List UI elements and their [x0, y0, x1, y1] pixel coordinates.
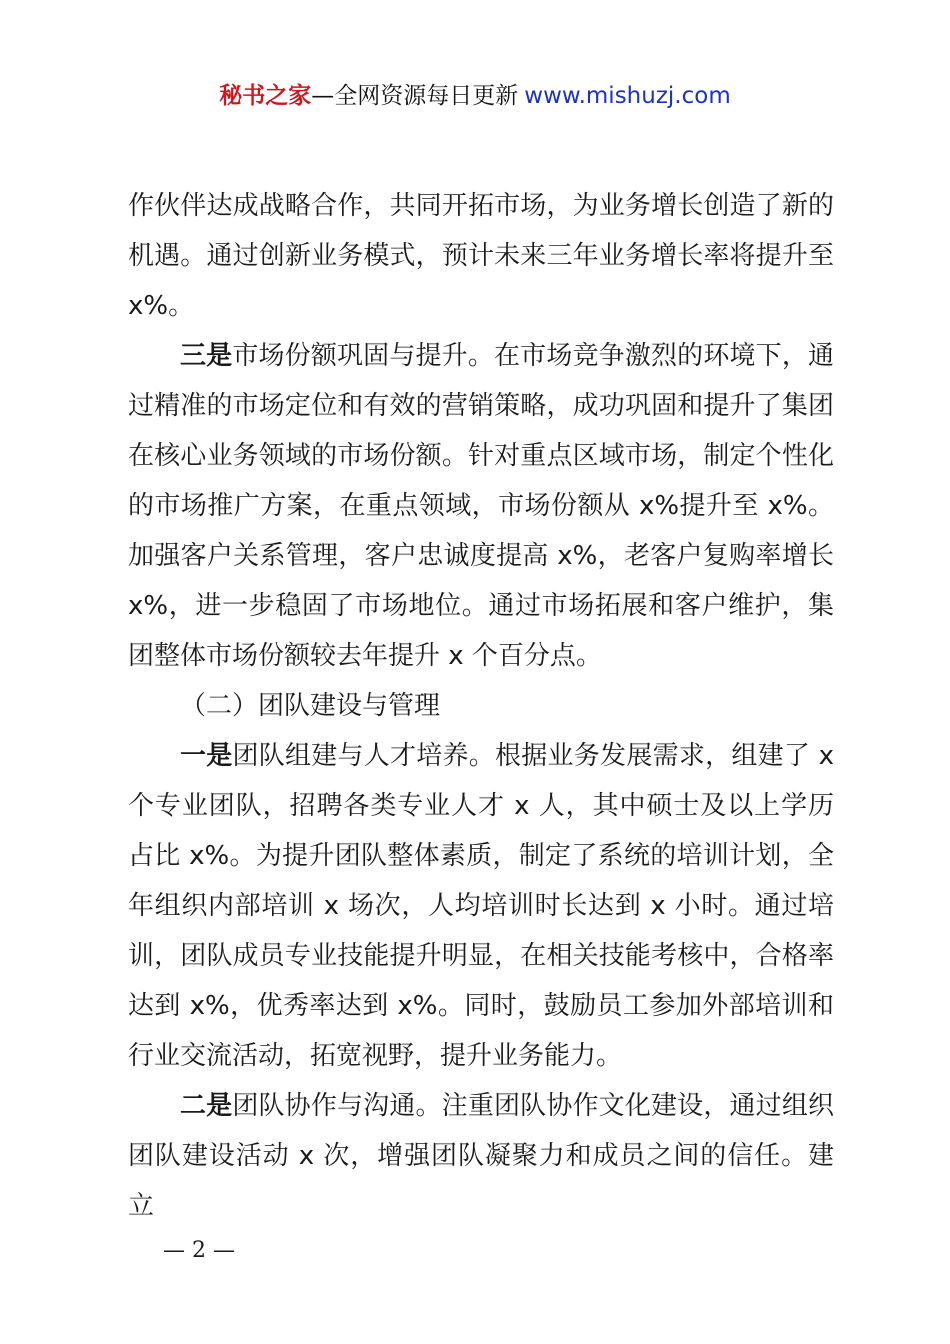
paragraph-text: 团队组建与人才培养。根据业务发展需求，组建了 x 个专业团队，招聘各类专业人才 x 人，其中硕士及以上学历占比 x%。为提升团队整体素质，制定了系统的培训计划，全年组织内部培训 x 场次，人均培训时长达到 x 小时。通过培训，团队成员专业技能提升明显，在相关技能考核中，合格率达到 x%，优秀率达到 x%。同时，鼓励员工参加外部培训和行业交流活动，拓宽视野，提升业务能力。 [128, 741, 834, 1071]
paragraph-team-building [128, 731, 834, 1081]
paragraph-lead: 一是 [180, 741, 233, 771]
paragraph-text: 市场份额巩固与提升。在市场竞争激烈的环境下，通过精准的市场定位和有效的营销策略，成功巩固和提升了集团在核心业务领域的市场份额。针对重点区域市场，制定个性化的市场推广方案，在重点领域，市场份额从 x%提升至 x%。加强客户关系管理，客户忠诚度提高 x%，老客户复购率增长 x%，进一步稳固了市场地位。通过市场拓展和客户维护，集团整体市场份额较去年提升 x 个百分点。 [128, 341, 834, 671]
header-dash: — [311, 83, 335, 109]
page-number: — 2 — [163, 1238, 235, 1263]
section-heading-text: （二）团队建设与管理 [180, 691, 441, 721]
section-heading [128, 681, 834, 731]
paragraph-continuation [128, 181, 834, 331]
header-brand: 秘书之家 [219, 83, 312, 109]
document-body [128, 181, 834, 1231]
header-url-link[interactable]: www.mishuzj.com [524, 83, 731, 109]
header-slogan: 全网资源每日更新 [334, 83, 519, 109]
paragraph-text: 团队协作与沟通。注重团队协作文化建设，通过组织团队建设活动 x 次，增强团队凝聚力和成员之间的信任。建立 [128, 1091, 834, 1221]
paragraph-market-share [128, 331, 834, 681]
page-header [0, 80, 950, 112]
paragraph-lead: 二是 [180, 1091, 233, 1121]
paragraph-text: 作伙伴达成战略合作，共同开拓市场，为业务增长创造了新的机遇。通过创新业务模式，预计未来三年业务增长率将提升至x%。 [128, 191, 834, 321]
paragraph-team-collaboration [128, 1081, 834, 1231]
paragraph-lead: 三是 [180, 341, 233, 371]
